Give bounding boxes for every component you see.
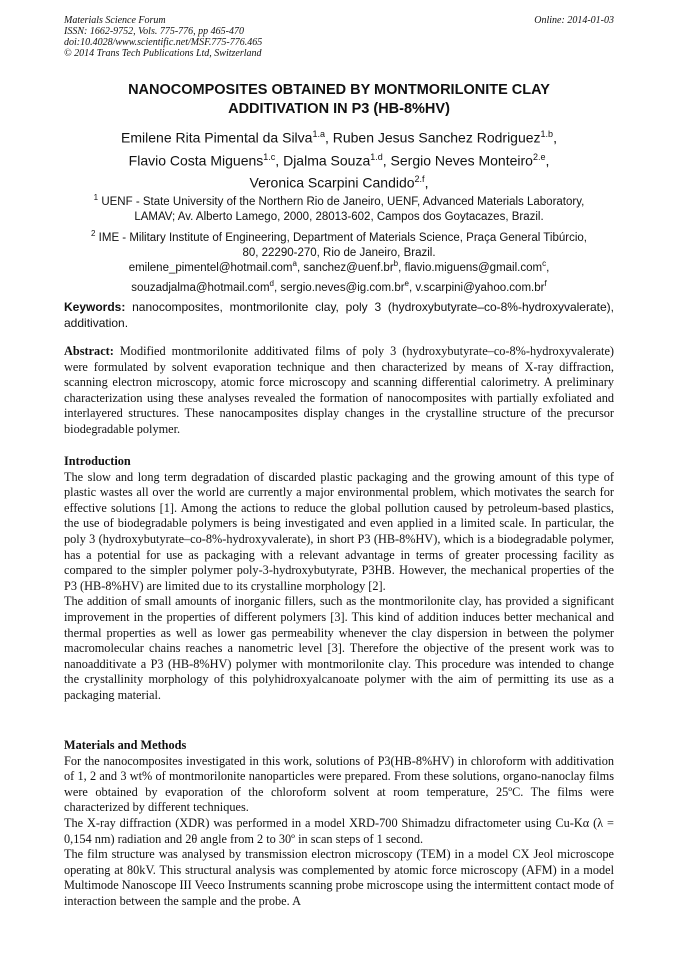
email-address: souzadjalma@hotmail.com <box>131 282 270 295</box>
journal-header <box>64 15 262 59</box>
title-line: NANOCOMPOSITES OBTAINED BY MONTMORILONITE CLAY <box>128 82 550 98</box>
affiliation-text: IME - Military Institute of Engineering, Department of Materials Science, Praça General Tibúrcio, <box>95 231 587 244</box>
email-sep: , <box>546 261 550 274</box>
email-list <box>60 256 618 297</box>
affiliation-number: 2 <box>91 228 96 238</box>
email-address: flavio.miguens@gmail.com <box>404 261 543 274</box>
affiliation-line <box>60 190 618 210</box>
abstract-paragraph <box>64 344 614 438</box>
doi-line: doi:10.4028/www.scientific.net/MSF.775-776.465 <box>64 37 263 48</box>
author-line <box>60 148 618 171</box>
email-mark: a <box>292 259 297 268</box>
introduction-section <box>64 454 614 704</box>
author-name: Flavio Costa Miguens <box>128 152 264 169</box>
email-mark: c <box>542 259 547 268</box>
affiliation-number: 1 <box>93 193 99 202</box>
body-paragraph: For the nanocomposites investigated in this work, solutions of P3(HB-8%HV) in chloroform with additivation of 1, 2 and 3 wt% of montmorilonite nanoparticles were prepared. From these solutions, organo-nanoclay films were obtained by evaporation of the chloroform solvent at room temperature, 25ºC. The films were characterized by different techniques. <box>64 753 614 815</box>
keywords <box>64 299 614 331</box>
paper-title <box>60 81 618 119</box>
email-mark: f <box>544 279 547 289</box>
body-paragraph: The film structure was analysed by transmission electron microscopy (TEM) in a model CX Jeol microscope operating at 80kV. This structural analysis was complemented by atomic force microscopy (AFM) in a model Multimode Nanoscope III Veeco Instruments scanning probe microscope using the intermittent contact mode of interaction between the sample and the probe. A <box>64 847 614 908</box>
email-address: sergio.neves@ig.com.br <box>280 282 405 295</box>
email-mark: d <box>269 279 274 289</box>
email-address: v.scarpini@yahoo.com.br <box>415 282 545 295</box>
keywords-text: nanocomposites, montmorilonite clay, poly 3 (hydroxybutyrate–co-8%-hydroxyvalerate), additivation. <box>64 300 614 330</box>
author-sep: , <box>553 129 557 146</box>
section-heading: Materials and Methods <box>64 738 187 752</box>
abstract-label: Abstract: <box>64 344 114 358</box>
email-mark: e <box>404 279 409 289</box>
author-name: Djalma Souza <box>283 152 371 169</box>
author-affil-mark: 1.d <box>370 151 383 162</box>
body-paragraph: The X-ray diffraction (XDR) was performed in a model XRD-700 Shimadzu difractometer using Cu-Kα (λ = 0,154 nm) radiation and 2θ angle from 2 to 30º in scan steps of 1 second. <box>64 815 614 846</box>
online-date: Online: 2014-01-03 <box>534 15 614 26</box>
body-paragraph: The addition of small amounts of inorganic fillers, such as the montmorilonite clay, has provided a significant improvement in the properties of different polymers [3]. This kind of addition induces better mechanical and thermal properties as well as lower gas permeability whenever the clay dispersion in between the polymer macromolecular chains reaches a nanometric level [3]. Therefore the objective of the present work was to nanoadditivate a P3 (HB-8%HV) polymer with montmorilonite clay. This procedure was intended to change the crystallinity morphology of this polyhidroxyalcanoate polymer with the aim of permitting its use as a packaging material. <box>64 594 614 702</box>
author-name: Emilene Rita Pimental da Silva <box>121 129 313 146</box>
email-line <box>60 256 618 276</box>
email-line <box>60 276 618 296</box>
author-sep: , <box>545 152 550 169</box>
author-sep: , <box>424 174 429 191</box>
author-name: Ruben Jesus Sanchez Rodriguez <box>332 129 541 146</box>
email-address: emilene_pimentel@hotmail.com <box>128 261 293 274</box>
affiliation-line: 80, 22290-270, Rio de Janeiro, Brazil. <box>242 247 436 260</box>
author-affil-mark: 2.f <box>414 174 425 185</box>
author-line <box>60 125 618 148</box>
author-sep: , <box>324 129 333 146</box>
author-affil-mark: 1.a <box>312 129 325 139</box>
copyright-line: © 2014 Trans Tech Publications Ltd, Switzerland <box>64 48 262 59</box>
methods-section <box>64 738 614 910</box>
affiliation-list <box>60 190 618 262</box>
author-sep: , <box>275 152 284 169</box>
affiliation-line: LAMAV; Av. Alberto Lamego, 2000, 28013-602, Campos dos Goytacazes, Brazil. <box>134 211 544 224</box>
email-sep: , <box>409 282 416 295</box>
email-sep: , <box>296 261 304 274</box>
body-paragraph: The slow and long term degradation of discarded plastic packaging and the growing amount of this type of plastic wastes all over the world are currently a major environmental problem, which motivates the search for effective solutions [1]. Among the actions to reduce the global pollution caused by petroleum-based plastics, the use of biodegradable polymers is being investigated and even applied in a limited scale. In particular, the poly 3 (hydroxybutyrate–co-8%-hydroxyvalerate), in short P3 (HB-8%HV), which is a biodegradable polymer, has a potential for use as packaging with a relevant advantage in terms of greater processing facility as compared to the simpler polymer poly-3-hydroxybutyrate, P3HB. However, the mechanical properties of the P3 (HB-8%HV) are limited due to its crystalline morphology [2]. <box>64 469 614 593</box>
abstract <box>64 344 614 438</box>
author-affil-mark: 1.b <box>540 129 554 139</box>
journal-name: Materials Science Forum <box>64 15 166 26</box>
affiliation-line <box>60 226 618 246</box>
author-affil-mark: 1.c <box>263 151 276 162</box>
abstract-text: Modified montmorilonite additivated films of poly 3 (hydroxybutyrate–co-8%-hydroxyvalerate) were formulated by solvent evaporation technique and then characterized by means of X-ray diffraction, scanning electron microscopy, atomic force microscopy and scanning differential calorimetry. A preliminary characterization using these analyses revealed the formation of nanocomposites with partially exfoliated and interlayered structures. These nanocamposites display changes in the crystalline structure of the precursor biodegradable polymer. <box>64 344 614 436</box>
email-mark: b <box>393 259 399 268</box>
affiliation <box>60 190 618 226</box>
keywords-label: Keywords: <box>64 300 126 314</box>
email-address: sanchez@uenf.br <box>303 261 394 274</box>
email-sep: , <box>398 261 405 274</box>
author-sep: , <box>382 152 391 169</box>
section-heading: Introduction <box>64 454 131 468</box>
author-affil-mark: 2.e <box>532 151 546 162</box>
author-list <box>60 125 618 193</box>
affiliation-text: UENF - State University of the Northern Rio de Janeiro, UENF, Advanced Materials Laboratory, <box>98 195 585 208</box>
author-name: Sergio Neves Monteiro <box>390 152 533 169</box>
issn-line: ISSN: 1662-9752, Vols. 775-776, pp 465-470 <box>64 26 244 37</box>
author-name: Veronica Scarpini Candido <box>249 174 415 191</box>
title-line: ADDITIVATION IN P3 (HB-8%HV) <box>228 101 450 117</box>
email-sep: , <box>273 282 281 295</box>
